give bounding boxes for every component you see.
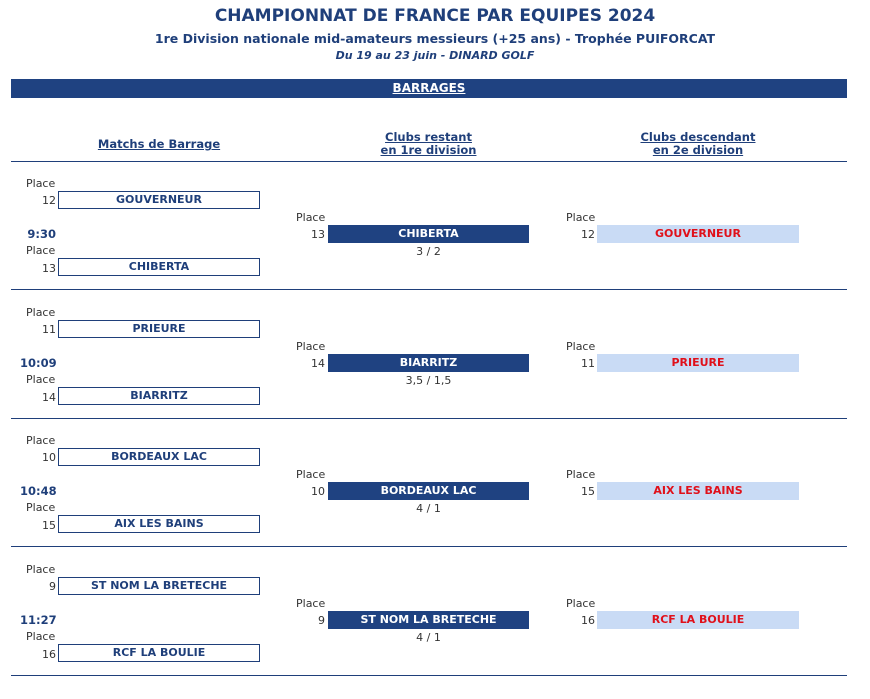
place-label: Place [566, 468, 596, 481]
place-label: Place [26, 434, 56, 447]
col-head-restant-line2: en 1re division [380, 143, 477, 157]
team1-box: GOUVERNEUR [58, 191, 260, 209]
team1-place: 11 [42, 323, 56, 336]
team2-place: 16 [42, 648, 56, 661]
loser-place: 12 [581, 228, 595, 241]
match-score: 3,5 / 1,5 [405, 374, 452, 387]
match-time: 11:27 [20, 613, 57, 627]
winner-place: 14 [311, 357, 325, 370]
loser-place: 11 [581, 357, 595, 370]
section-banner [11, 79, 847, 98]
match-time: 10:48 [20, 484, 57, 498]
loser-box: RCF LA BOULIE [597, 611, 799, 629]
loser-box: AIX LES BAINS [597, 482, 799, 500]
place-label: Place [26, 177, 56, 190]
place-label: Place [296, 597, 326, 610]
team2-box: AIX LES BAINS [58, 515, 260, 533]
winner-place: 10 [311, 485, 325, 498]
col-head-descendant-line2: en 2e division [652, 143, 744, 157]
winner-box: BORDEAUX LAC [328, 482, 529, 500]
col-head-restant-line1: Clubs restant [385, 130, 472, 144]
winner-box: BIARRITZ [328, 354, 529, 372]
match-score: 3 / 2 [416, 245, 441, 258]
place-label: Place [296, 340, 326, 353]
team1-place: 12 [42, 194, 56, 207]
team2-box: CHIBERTA [58, 258, 260, 276]
match-divider [11, 546, 847, 547]
match-time: 9:30 [27, 227, 56, 241]
winner-box: ST NOM LA BRETECHE [328, 611, 529, 629]
col-head-restant [328, 131, 529, 157]
match-score: 4 / 1 [416, 502, 441, 515]
team1-box: BORDEAUX LAC [58, 448, 260, 466]
loser-place: 15 [581, 485, 595, 498]
place-label: Place [26, 630, 56, 643]
place-label: Place [566, 597, 596, 610]
place-label: Place [26, 501, 56, 514]
header-divider [11, 161, 847, 162]
team1-box: ST NOM LA BRETECHE [58, 577, 260, 595]
winner-place: 9 [318, 614, 325, 627]
loser-box: GOUVERNEUR [597, 225, 799, 243]
match-score: 4 / 1 [416, 631, 441, 644]
banner-label: BARRAGES [392, 81, 466, 95]
winner-box: CHIBERTA [328, 225, 529, 243]
place-label: Place [26, 306, 56, 319]
place-label: Place [26, 244, 56, 257]
team2-box: RCF LA BOULIE [58, 644, 260, 662]
page-subtitle: 1re Division nationale mid-amateurs messieurs (+25 ans) - Trophée PUIFORCAT [154, 31, 716, 46]
col-head-matchs: Matchs de Barrage [97, 137, 221, 151]
match-divider [11, 675, 847, 676]
team2-place: 14 [42, 391, 56, 404]
match-divider [11, 418, 847, 419]
team1-place: 10 [42, 451, 56, 464]
event-dates: Du 19 au 23 juin - DINARD GOLF [335, 49, 535, 62]
team1-box: PRIEURE [58, 320, 260, 338]
place-label: Place [26, 373, 56, 386]
place-label: Place [296, 211, 326, 224]
winner-place: 13 [311, 228, 325, 241]
team2-box: BIARRITZ [58, 387, 260, 405]
page-title: CHAMPIONNAT DE FRANCE PAR EQUIPES 2024 [214, 6, 656, 26]
place-label: Place [26, 563, 56, 576]
team1-place: 9 [49, 580, 56, 593]
place-label: Place [566, 340, 596, 353]
team2-place: 13 [42, 262, 56, 275]
team2-place: 15 [42, 519, 56, 532]
place-label: Place [566, 211, 596, 224]
match-time: 10:09 [20, 356, 57, 370]
col-head-descendant [597, 131, 799, 157]
loser-place: 16 [581, 614, 595, 627]
col-head-descendant-line1: Clubs descendant [640, 130, 756, 144]
loser-box: PRIEURE [597, 354, 799, 372]
match-divider [11, 289, 847, 290]
place-label: Place [296, 468, 326, 481]
